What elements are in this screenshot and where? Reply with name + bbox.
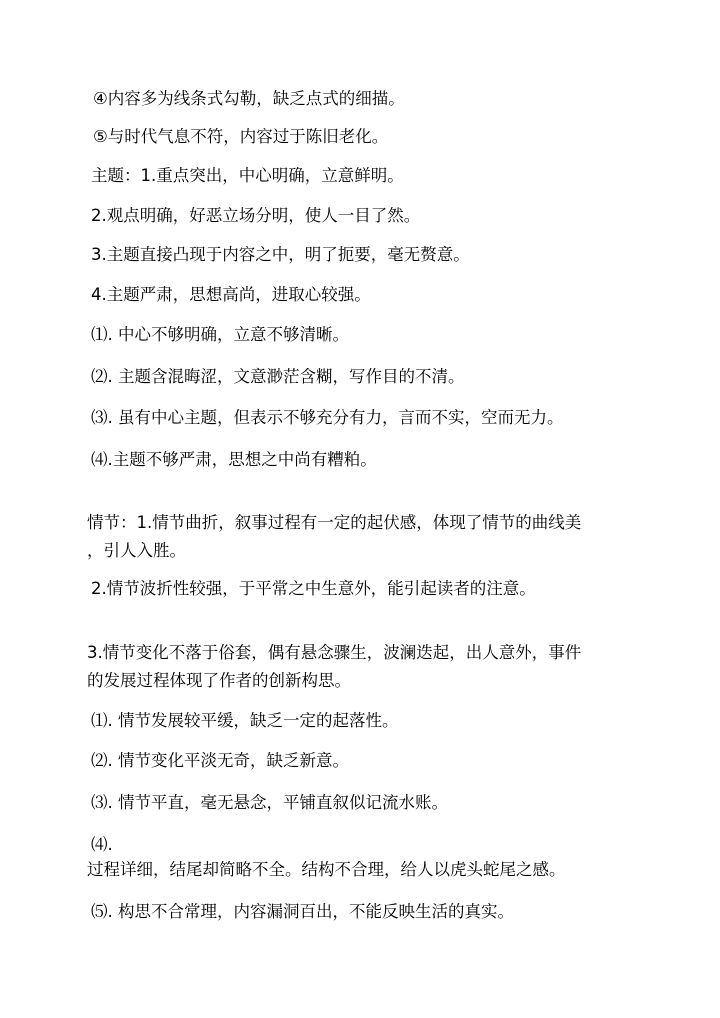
text-line: 3.主题直接凸现于内容之中，明了扼要，毫无赘意。 xyxy=(91,245,470,264)
text-line: ⑤与时代气息不符，内容过于陈旧老化。 xyxy=(93,127,389,146)
text-line: ，引人入胜。 xyxy=(87,541,186,560)
text-line: ⑵. 情节变化平淡无奇，缺乏新意。 xyxy=(91,751,349,770)
text-line: ⑴. 情节发展较平缓，缺乏一定的起落性。 xyxy=(91,711,399,730)
text-line: 2.情节波折性较强，于平常之中生意外，能引起读者的注意。 xyxy=(91,579,536,598)
text-line: 主题：1.重点突出，中心明确，立意鲜明。 xyxy=(91,166,404,185)
text-line: 2.观点明确，好恶立场分明，使人一目了然。 xyxy=(91,206,421,225)
text-line: ⑷. xyxy=(91,835,113,854)
text-line: 4.主题严肃，思想高尚，进取心较强。 xyxy=(91,285,371,304)
text-line: ⑷.主题不够严肃，思想之中尚有糟粕。 xyxy=(91,450,377,469)
text-line: ④内容多为线条式勾勒，缺乏点式的细描。 xyxy=(93,89,405,108)
text-line: ⑴. 中心不够明确，立意不够清晰。 xyxy=(91,325,349,344)
text-line: 情节：1.情节曲折，叙事过程有一定的起伏感，体现了情节的曲线美 xyxy=(87,513,582,532)
text-line: 3.情节变化不落于俗套，偶有悬念骤生，波澜迭起，出人意外，事件 xyxy=(87,643,582,662)
text-line: 的发展过程体现了作者的创新构思。 xyxy=(87,671,351,690)
text-line: ⑸. 构思不合常理，内容漏洞百出，不能反映生活的真实。 xyxy=(91,902,514,921)
text-line: 过程详细，结尾却简略不全。结构不合理，给人以虎头蛇尾之感。 xyxy=(87,860,566,879)
text-line: ⑵. 主题含混晦涩，文意渺茫含糊，写作目的不清。 xyxy=(91,367,465,386)
text-line: ⑶. 虽有中心主题，但表示不够充分有力，言而不实，空而无力。 xyxy=(91,408,564,427)
text-line: ⑶. 情节平直，毫无悬念，平铺直叙似记流水账。 xyxy=(91,793,448,812)
